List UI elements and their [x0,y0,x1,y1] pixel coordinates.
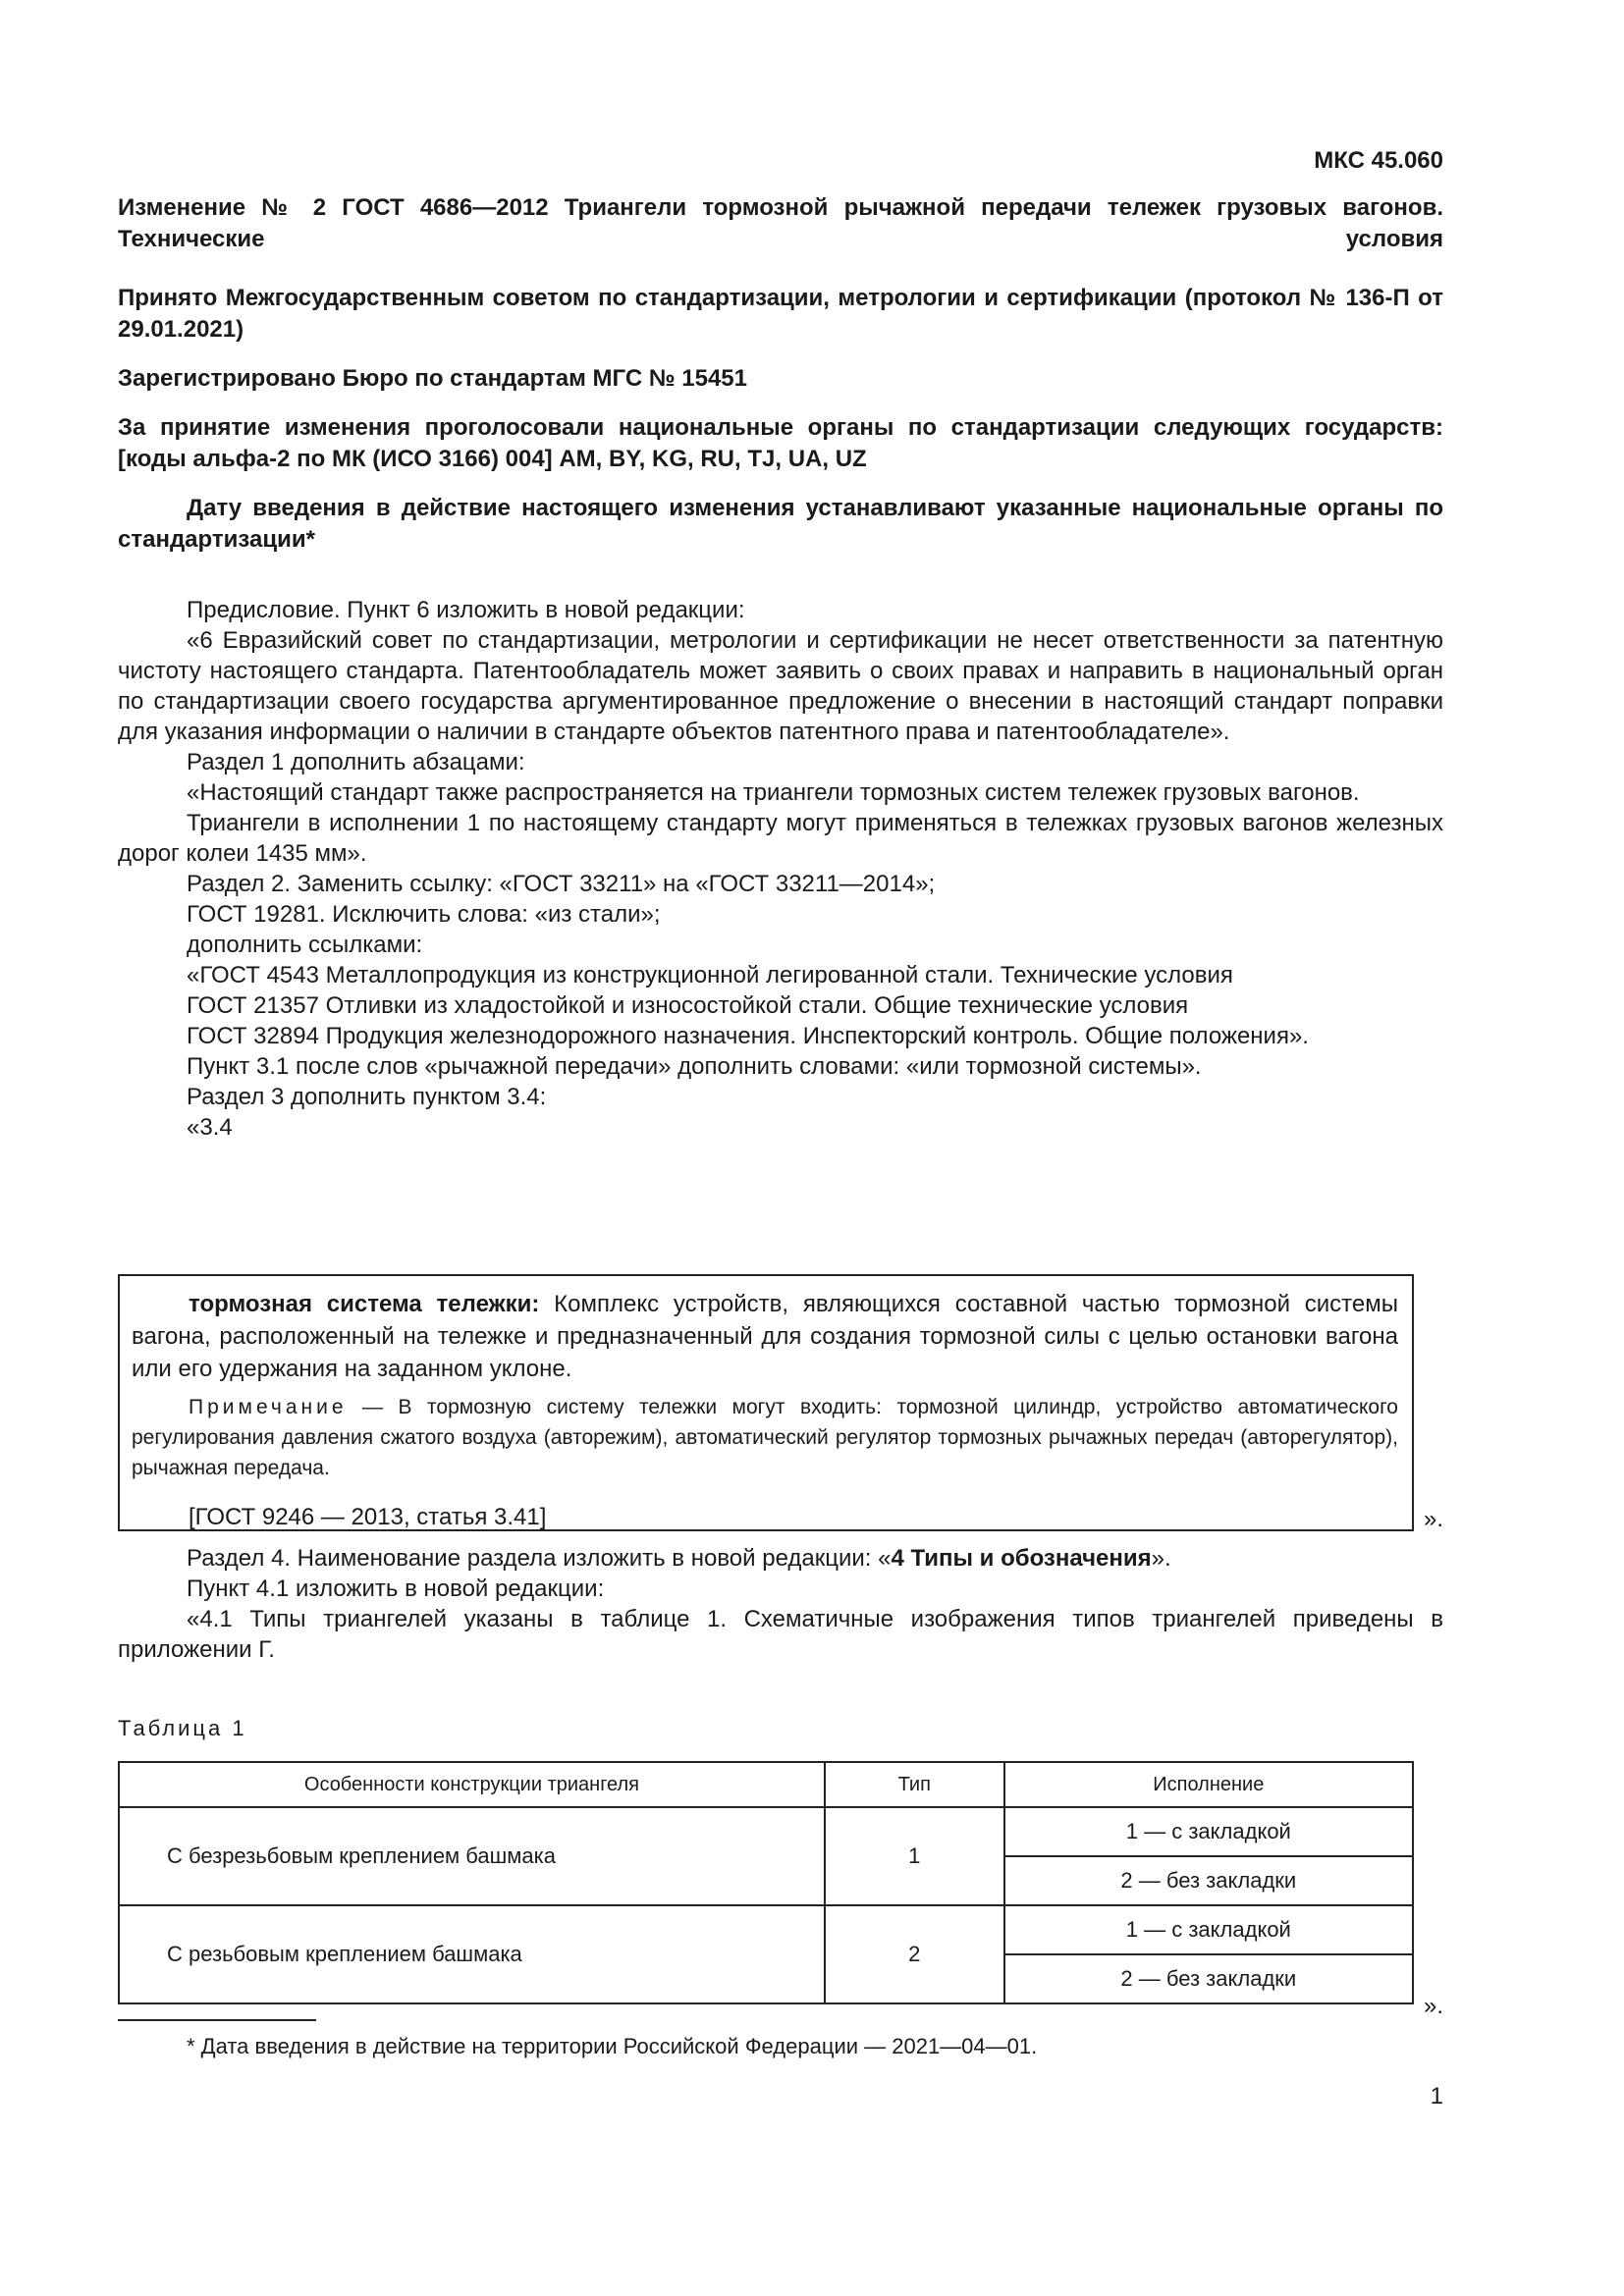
table-row [119,1905,1413,1954]
feature-cell: С безрезьбовым креплением башмака [119,1807,825,1905]
definition-source: [ГОСТ 9246 — 2013, статья 3.41] [189,1504,547,1530]
type-cell: 2 [825,1905,1004,2003]
table-caption: Таблица 1 [118,1716,247,1740]
table-closing-quote: ». [1424,1993,1444,2019]
variant-cell: 2 — без закладки [1004,1856,1413,1905]
paragraph: «Настоящий стандарт также распространяется на триангели тормозных систем тележек грузовых вагонов. [187,779,1360,806]
definition-text [132,1288,1398,1385]
column-header: Тип [825,1762,1004,1807]
section-title-bold: 4 Типы и обозначения [891,1545,1152,1572]
reference-line: ГОСТ 21357 Отливки из хладостойкой и износостойкой стали. Общие технические условия [187,992,1189,1019]
paragraph: Раздел 2. Заменить ссылку: «ГОСТ 33211» на «ГОСТ 33211—2014»; [187,871,936,897]
footnote-divider [118,2019,316,2021]
paragraph: «6 Евразийский совет по стандартизации, метрологии и сертификации не несет ответственности за патентную чистоту настоящего стандарта. Патентообладатель может заявить о своих правах и направить в национальный орган по стандартизации своего государства аргументированное предложение о внесении в настоящий стандарт поправки для указания информации о наличии в стандарте объектов патентного права и патентообладателе». [118,627,1443,745]
note-label: Примечание [189,1396,348,1418]
variant-cell: 1 — с закладкой [1004,1807,1413,1856]
footnote: * Дата введения в действие на территории Российской Федерации — 2021—04—01. [187,2034,1038,2058]
variant-cell: 1 — с закладкой [1004,1905,1413,1954]
feature-cell: С резьбовым креплением башмака [119,1905,825,2003]
paragraph: ГОСТ 19281. Исключить слова: «из стали»; [187,901,661,928]
paragraph: Предисловие. Пункт 6 изложить в новой редакции: [187,597,745,623]
section-4-changes [118,1543,1443,1665]
paragraph: Пункт 4.1 изложить в новой редакции: [187,1575,605,1602]
page-number: 1 [1430,2083,1443,2109]
definition-closing-quote: ». [1424,1506,1444,1532]
effective-date-statement: Дату введения в действие настоящего изменения устанавливают указанные национальные органы по стандартизации* [118,495,1443,553]
definition-note [132,1392,1398,1483]
paragraph: «4.1 Типы триангелей указаны в таблице 1. Схематичные изображения типов триангелей приведены в приложении Г. [118,1606,1443,1663]
paragraph: «3.4 [187,1114,233,1141]
paragraph: Пункт 3.1 после слов «рычажной передачи» дополнить словами: «или тормозной системы». [187,1053,1202,1080]
type-cell: 1 [825,1807,1004,1905]
reference-line: «ГОСТ 4543 Металлопродукция из конструкционной легированной стали. Технические условия [187,962,1233,988]
column-header: Исполнение [1004,1762,1413,1807]
registration-statement: Зарегистрировано Бюро по стандартам МГС № 15451 [118,365,747,392]
variant-cell: 2 — без закладки [1004,1954,1413,2003]
table-header-row [119,1762,1413,1807]
definition-box [118,1274,1414,1531]
paragraph: Раздел 1 дополнить абзацами: [187,749,525,775]
adopted-statement: Принято Межгосударственным советом по стандартизации, метрологии и сертификации (протокол № 136-П от 29.01.2021) [118,285,1443,343]
amendment-title: Изменение № 2 ГОСТ 4686—2012 Триангели тормозной рычажной передачи тележек грузовых вагонов. Технические условия [118,194,1443,252]
paragraph: дополнить ссылками: [187,932,423,958]
mks-code: МКС 45.060 [1314,147,1443,174]
definition-body: Комплекс устройств, являющихся составной частью тормозной системы вагона, расположенный на тележке и предназначенный для создания тормозной силы с целью остановки вагона или его удержания на заданном уклоне. [132,1291,1398,1382]
paragraph: Триангели в исполнении 1 по настоящему стандарту могут применяться в тележках грузовых вагонов железных дорог колеи 1435 мм». [118,810,1443,867]
voting-statement: За принятие изменения проголосовали национальные органы по стандартизации следующих государств: [коды альфа-2 по МК (ИСО 3166) 004] AM, BY, KG, RU, TJ, UA, UZ [118,414,1443,472]
types-table [118,1761,1414,2004]
note-text: — В тормозную систему тележки могут входить: тормозной цилиндр, устройство автоматического регулирования давления сжатого воздуха (авторежим), автоматический регулятор тормозных рычажных передач (авторегулятор), рычажная передача. [132,1396,1398,1479]
table-row [119,1807,1413,1856]
reference-line: ГОСТ 32894 Продукция железнодорожного назначения. Инспекторский контроль. Общие положения». [187,1023,1309,1049]
paragraph: Раздел 4. Наименование раздела изложить в новой редакции: «4 Типы и обозначения». [187,1545,1171,1572]
paragraph: Раздел 3 дополнить пунктом 3.4: [187,1084,547,1110]
definition-term: тормозная система тележки: [189,1291,540,1317]
column-header: Особенности конструкции триангеля [119,1762,825,1807]
amendment-body [118,595,1443,1143]
